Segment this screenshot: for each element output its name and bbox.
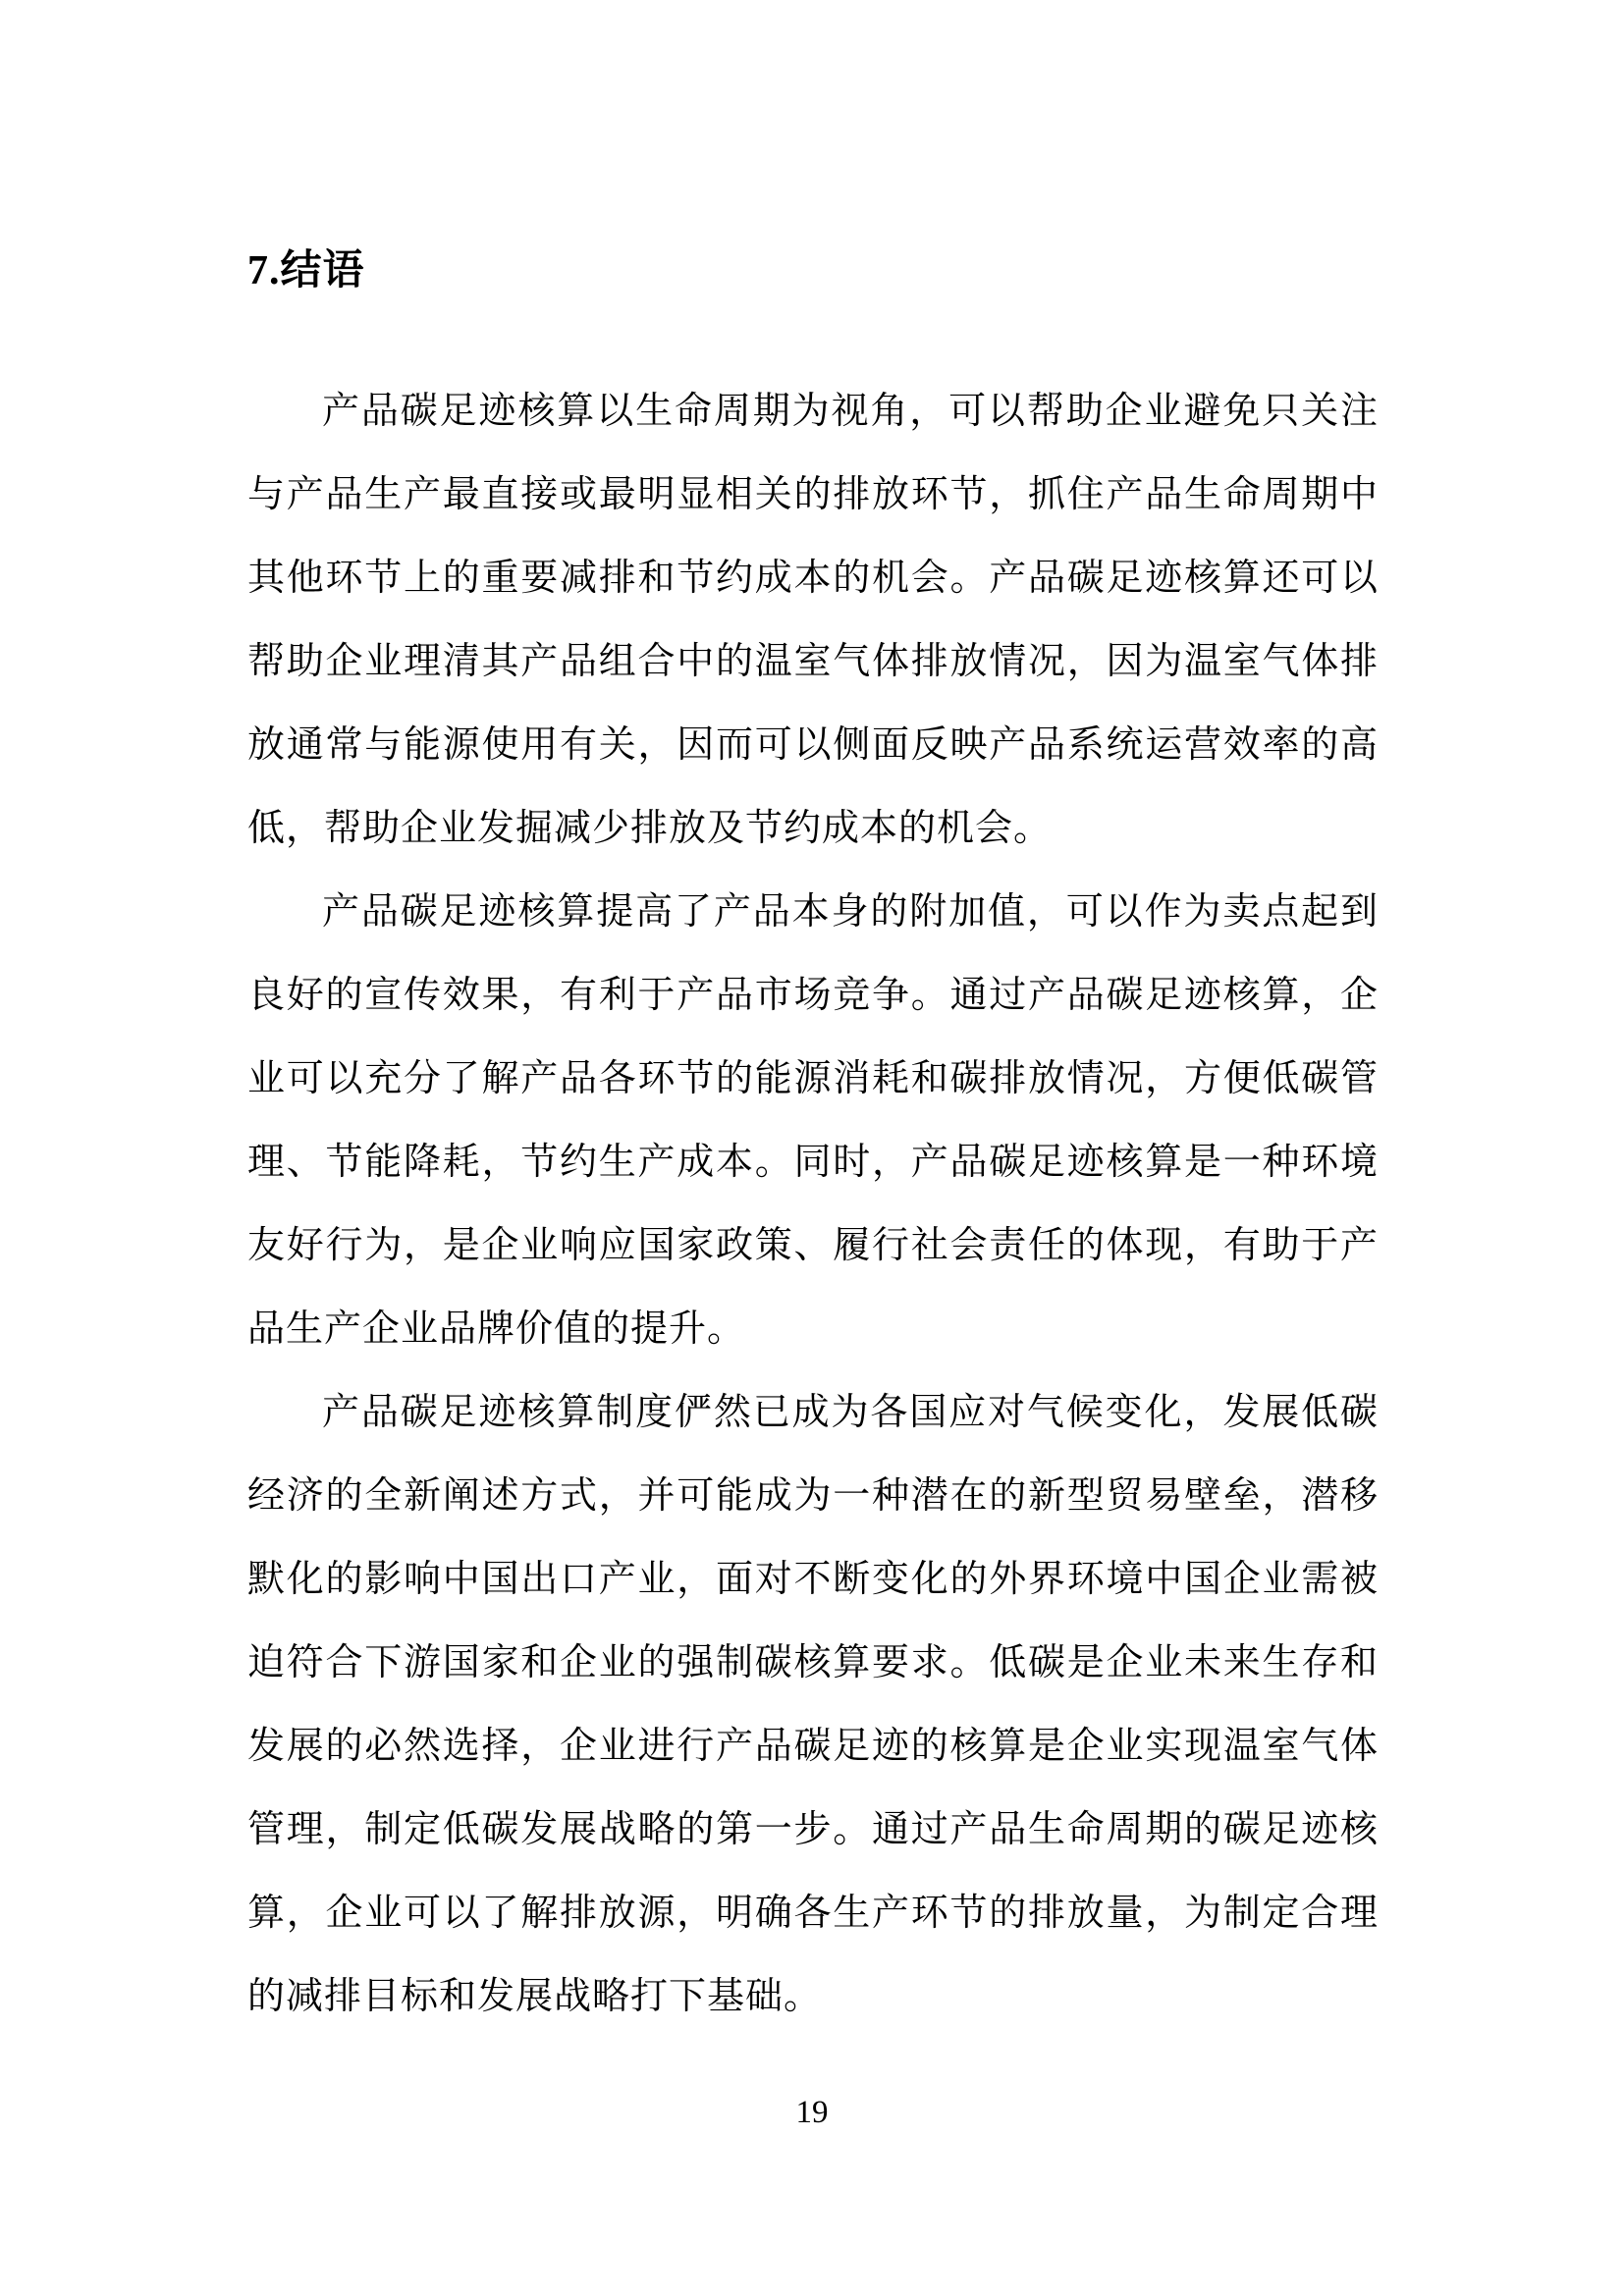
paragraph-2: 产品碳足迹核算提高了产品本身的附加值，可以作为卖点起到良好的宣传效果，有利于产品市场竞争。通过产品碳足迹核算，企业可以充分了解产品各环节的能源消耗和碳排放情况，方便低碳管理、节能降耗，节约生产成本。同时，产品碳足迹核算是一种环境友好行为，是企业响应国家政策、履行社会责任的体现，有助于产品生产企业品牌价值的提升。 <box>247 891 1379 1350</box>
paragraph-3: 产品碳足迹核算制度俨然已成为各国应对气候变化，发展低碳经济的全新阐述方式，并可能成为一种潜在的新型贸易壁垒，潜移默化的影响中国出口产业，面对不断变化的外界环境中国企业需被迫符合下游国家和企业的强制碳核算要求。低碳是企业未来生存和发展的必然选择，企业进行产品碳足迹的核算是企业实现温室气体管理，制定低碳发展战略的第一步。通过产品生命周期的碳足迹核算，企业可以了解排放源，明确各生产环节的排放量，为制定合理的减排目标和发展战略打下基础。 <box>247 1392 1379 2017</box>
paragraph-1: 产品碳足迹核算以生命周期为视角，可以帮助企业避免只关注与产品生产最直接或最明显相关的排放环节，抓住产品生命周期中其他环节上的重要减排和节约成本的机会。产品碳足迹核算还可以帮助企业理清其产品组合中的温室气体排放情况，因为温室气体排放通常与能源使用有关，因而可以侧面反映产品系统运营效率的高低，帮助企业发掘减少排放及节约成本的机会。 <box>247 391 1379 849</box>
text-block <box>247 247 1379 2039</box>
section-heading: 7.结语 <box>247 248 365 294</box>
page-number: 19 <box>795 2095 829 2130</box>
